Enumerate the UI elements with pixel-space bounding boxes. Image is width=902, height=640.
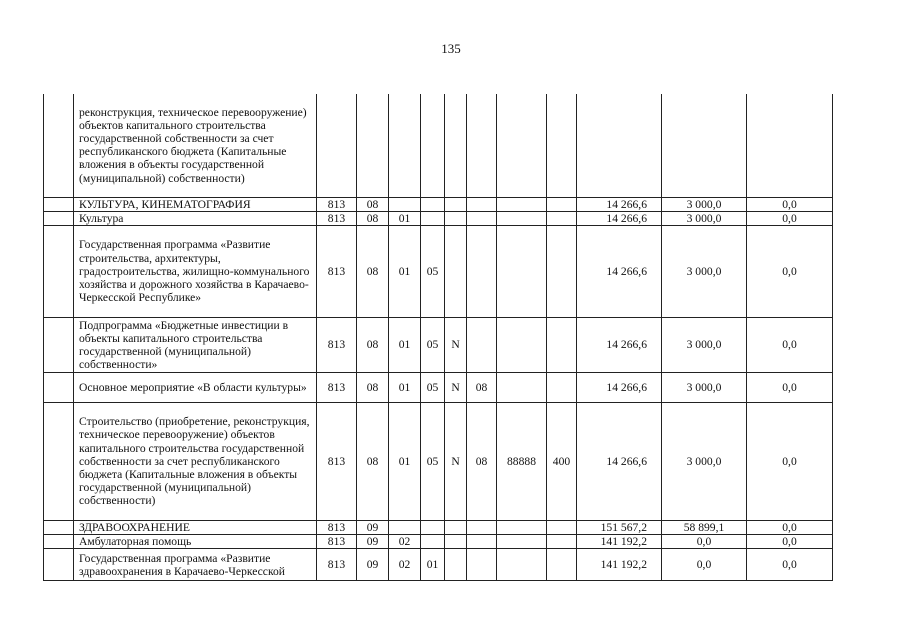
sum1-cell: 14 266,6 bbox=[577, 197, 662, 211]
table-row bbox=[44, 372, 833, 402]
sum2-cell bbox=[662, 94, 747, 197]
direction-cell bbox=[497, 211, 547, 225]
sub-cell bbox=[445, 94, 467, 197]
code-cell: 813 bbox=[317, 317, 357, 372]
table-row bbox=[44, 549, 833, 581]
table-row bbox=[44, 317, 833, 372]
razdel-cell: 08 bbox=[357, 372, 389, 402]
item-name-cell: реконструкция, техническое перевооружение) объектов капитального строительства государственной собственности за счет республиканского бюджета (Капитальные вложения в объекты государственной (муниципальной) собственности) bbox=[74, 94, 317, 197]
sum3-cell: 0,0 bbox=[747, 372, 833, 402]
row-margin-cell bbox=[44, 94, 74, 197]
table-row bbox=[44, 211, 833, 225]
budget-table bbox=[43, 94, 833, 581]
sum1-cell: 141 192,2 bbox=[577, 549, 662, 581]
sum1-cell: 14 266,6 bbox=[577, 402, 662, 520]
vr-cell bbox=[547, 211, 577, 225]
prog-cell: 05 bbox=[421, 372, 445, 402]
direction-cell bbox=[497, 197, 547, 211]
vr-cell bbox=[547, 372, 577, 402]
sum2-cell: 0,0 bbox=[662, 549, 747, 581]
item-name-cell: Амбулаторная помощь bbox=[74, 535, 317, 549]
direction-cell bbox=[497, 317, 547, 372]
sum2-cell: 3 000,0 bbox=[662, 225, 747, 317]
code-cell: 813 bbox=[317, 372, 357, 402]
sum2-cell: 58 899,1 bbox=[662, 520, 747, 534]
sub-cell bbox=[445, 197, 467, 211]
code-cell: 813 bbox=[317, 549, 357, 581]
event-cell bbox=[467, 549, 497, 581]
event-cell bbox=[467, 225, 497, 317]
table-row bbox=[44, 535, 833, 549]
event-cell: 08 bbox=[467, 402, 497, 520]
direction-cell bbox=[497, 535, 547, 549]
podrazdel-cell bbox=[389, 520, 421, 534]
prog-cell: 05 bbox=[421, 402, 445, 520]
sum3-cell bbox=[747, 94, 833, 197]
row-margin-cell bbox=[44, 402, 74, 520]
podrazdel-cell: 01 bbox=[389, 225, 421, 317]
sum1-cell: 141 192,2 bbox=[577, 535, 662, 549]
sum1-cell: 14 266,6 bbox=[577, 225, 662, 317]
code-cell: 813 bbox=[317, 535, 357, 549]
direction-cell bbox=[497, 225, 547, 317]
event-cell: 08 bbox=[467, 372, 497, 402]
razdel-cell: 08 bbox=[357, 402, 389, 520]
prog-cell bbox=[421, 535, 445, 549]
page-number: 135 bbox=[441, 41, 461, 56]
item-name-cell: Строительство (приобретение, реконструкция, техническое перевооружение) объектов капитального строительства государственной собственности за счет республиканского бюджета (Капитальные вложения в объекты государственной (муниципальной) собственности) bbox=[74, 402, 317, 520]
sub-cell: N bbox=[445, 317, 467, 372]
direction-cell bbox=[497, 520, 547, 534]
podrazdel-cell: 01 bbox=[389, 402, 421, 520]
sum2-cell: 3 000,0 bbox=[662, 211, 747, 225]
code-cell: 813 bbox=[317, 211, 357, 225]
table-row bbox=[44, 402, 833, 520]
table-row bbox=[44, 520, 833, 534]
row-margin-cell bbox=[44, 535, 74, 549]
vr-cell bbox=[547, 197, 577, 211]
podrazdel-cell: 02 bbox=[389, 535, 421, 549]
item-name-cell: ЗДРАВООХРАНЕНИЕ bbox=[74, 520, 317, 534]
vr-cell bbox=[547, 520, 577, 534]
sum2-cell: 3 000,0 bbox=[662, 402, 747, 520]
sum3-cell: 0,0 bbox=[747, 520, 833, 534]
vr-cell bbox=[547, 535, 577, 549]
sum3-cell: 0,0 bbox=[747, 535, 833, 549]
razdel-cell bbox=[357, 94, 389, 197]
direction-cell: 88888 bbox=[497, 402, 547, 520]
podrazdel-cell bbox=[389, 94, 421, 197]
sum3-cell: 0,0 bbox=[747, 211, 833, 225]
code-cell: 813 bbox=[317, 520, 357, 534]
prog-cell bbox=[421, 197, 445, 211]
podrazdel-cell: 02 bbox=[389, 549, 421, 581]
event-cell bbox=[467, 197, 497, 211]
item-name-cell: Культура bbox=[74, 211, 317, 225]
item-name-cell: Государственная программа «Развитие здравоохранения в Карачаево-Черкесской bbox=[74, 549, 317, 581]
direction-cell bbox=[497, 549, 547, 581]
sub-cell: N bbox=[445, 372, 467, 402]
razdel-cell: 09 bbox=[357, 549, 389, 581]
event-cell bbox=[467, 317, 497, 372]
row-margin-cell bbox=[44, 225, 74, 317]
table-row bbox=[44, 94, 833, 197]
row-margin-cell bbox=[44, 197, 74, 211]
sub-cell bbox=[445, 520, 467, 534]
sub-cell bbox=[445, 225, 467, 317]
sum2-cell: 0,0 bbox=[662, 535, 747, 549]
vr-cell bbox=[547, 549, 577, 581]
sum2-cell: 3 000,0 bbox=[662, 317, 747, 372]
vr-cell bbox=[547, 94, 577, 197]
prog-cell: 05 bbox=[421, 225, 445, 317]
vr-cell: 400 bbox=[547, 402, 577, 520]
razdel-cell: 08 bbox=[357, 197, 389, 211]
item-name-cell: КУЛЬТУРА, КИНЕМАТОГРАФИЯ bbox=[74, 197, 317, 211]
row-margin-cell bbox=[44, 372, 74, 402]
podrazdel-cell: 01 bbox=[389, 211, 421, 225]
prog-cell: 05 bbox=[421, 317, 445, 372]
razdel-cell: 09 bbox=[357, 535, 389, 549]
prog-cell bbox=[421, 94, 445, 197]
sub-cell bbox=[445, 535, 467, 549]
razdel-cell: 09 bbox=[357, 520, 389, 534]
code-cell bbox=[317, 94, 357, 197]
table-body bbox=[44, 94, 833, 581]
item-name-cell: Подпрограмма «Бюджетные инвестиции в объекты капитального строительства государственной (муниципальной) собственности» bbox=[74, 317, 317, 372]
row-margin-cell bbox=[44, 211, 74, 225]
podrazdel-cell: 01 bbox=[389, 317, 421, 372]
code-cell: 813 bbox=[317, 225, 357, 317]
sub-cell: N bbox=[445, 402, 467, 520]
sum2-cell: 3 000,0 bbox=[662, 197, 747, 211]
row-margin-cell bbox=[44, 317, 74, 372]
event-cell bbox=[467, 520, 497, 534]
sum3-cell: 0,0 bbox=[747, 317, 833, 372]
sub-cell bbox=[445, 211, 467, 225]
item-name-cell: Основное мероприятие «В области культуры» bbox=[74, 372, 317, 402]
sum1-cell: 151 567,2 bbox=[577, 520, 662, 534]
event-cell bbox=[467, 94, 497, 197]
sum2-cell: 3 000,0 bbox=[662, 372, 747, 402]
table-row bbox=[44, 197, 833, 211]
sum1-cell: 14 266,6 bbox=[577, 211, 662, 225]
code-cell: 813 bbox=[317, 197, 357, 211]
code-cell: 813 bbox=[317, 402, 357, 520]
sum1-cell bbox=[577, 94, 662, 197]
razdel-cell: 08 bbox=[357, 225, 389, 317]
row-margin-cell bbox=[44, 549, 74, 581]
sum3-cell: 0,0 bbox=[747, 402, 833, 520]
sum1-cell: 14 266,6 bbox=[577, 317, 662, 372]
prog-cell bbox=[421, 520, 445, 534]
sum3-cell: 0,0 bbox=[747, 197, 833, 211]
razdel-cell: 08 bbox=[357, 211, 389, 225]
table-row bbox=[44, 225, 833, 317]
podrazdel-cell bbox=[389, 197, 421, 211]
prog-cell bbox=[421, 211, 445, 225]
direction-cell bbox=[497, 94, 547, 197]
sum3-cell: 0,0 bbox=[747, 225, 833, 317]
direction-cell bbox=[497, 372, 547, 402]
event-cell bbox=[467, 535, 497, 549]
podrazdel-cell: 01 bbox=[389, 372, 421, 402]
row-margin-cell bbox=[44, 520, 74, 534]
item-name-cell: Государственная программа «Развитие строительства, архитектуры, градостроительства, жилищно-коммунального хозяйства и дорожного хозяйства в Карачаево-Черкесской Республике» bbox=[74, 225, 317, 317]
razdel-cell: 08 bbox=[357, 317, 389, 372]
vr-cell bbox=[547, 317, 577, 372]
sub-cell bbox=[445, 549, 467, 581]
prog-cell: 01 bbox=[421, 549, 445, 581]
sum1-cell: 14 266,6 bbox=[577, 372, 662, 402]
vr-cell bbox=[547, 225, 577, 317]
sum3-cell: 0,0 bbox=[747, 549, 833, 581]
event-cell bbox=[467, 211, 497, 225]
